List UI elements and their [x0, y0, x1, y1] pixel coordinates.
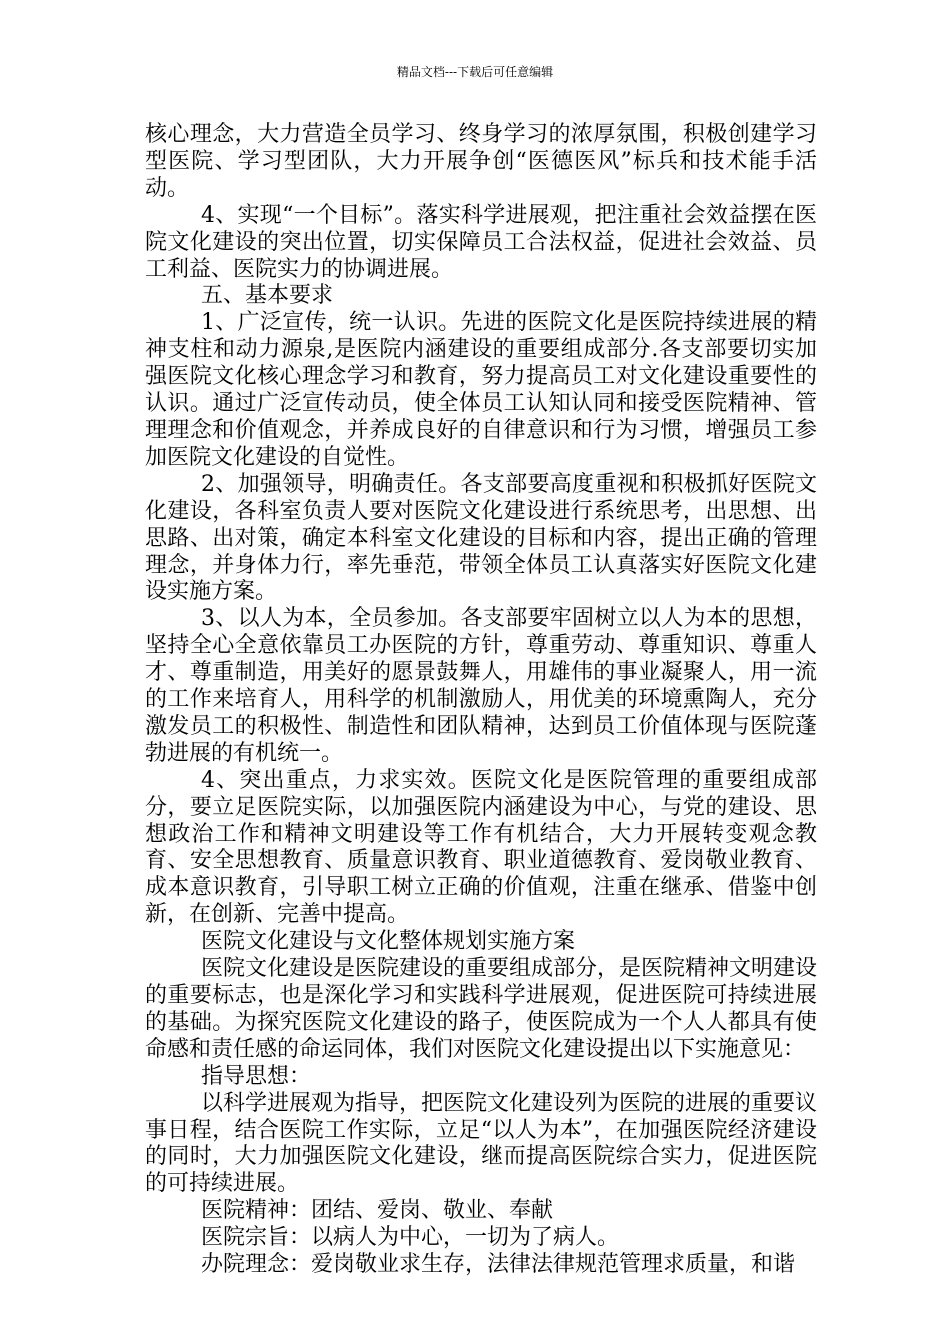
paragraph-2: 4、实现“一个目标”。落实科学进展观，把注重社会效益摆在医院文化建设的突出位置，切实保障员工合法权益，促进社会效益、员工利益、医院实力的协调进展。 — [145, 202, 817, 282]
section-heading-plan-title: 医院文化建设与文化整体规划实施方案 — [201, 929, 576, 955]
paragraph-4: 1、广泛宣传，统一认识。先进的医院文化是医院持续进展的精神支柱和动力源泉,是医院内涵建设的重要组成部分.各支部要切实加强医院文化核心理念学习和教育，努力提高员工对文化建设重要性的认识。通过广泛宣传动员，使全体员工认知认同和接受医院精神、管理理念和价值观念，并养成良好的自律意识和行为习惯，增强员工参加医院文化建设的自觉性。 — [145, 310, 817, 470]
page-header: 精品文档---下载后可任意编辑 — [396, 65, 554, 79]
section-heading-guiding-ideology: 指导思想： — [201, 1063, 312, 1089]
paragraph-1: 核心理念，大力营造全员学习、终身学习的浓厚氛围，积极创建学习型医院、学习型团队，大力开展争创“医德医风”标兵和技术能手活动。 — [145, 122, 817, 201]
document-body — [145, 122, 817, 1279]
paragraph-5: 2、加强领导，明确责任。各支部要高度重视和积极抓好医院文化建设，各科室负责人要对医院文化建设进行系统思考，出思想、出思路、出对策，确定本科室文化建设的目标和内容，提出正确的管理理念，并身体力行，率先垂范，带领全体员工认真落实好医院文化建设实施方案。 — [145, 471, 817, 605]
hospital-spirit-line: 医院精神：团结、爱岗、敬业、奉献 — [201, 1198, 554, 1224]
section-heading-basic-requirements: 五、基本要求 — [201, 283, 334, 309]
hospital-philosophy-line: 办院理念：爱岗敬业求生存，法律法律规范管理求质量，和谐 — [201, 1252, 796, 1278]
paragraph-9: 医院文化建设是医院建设的重要组成部分，是医院精神文明建设的重要标志，也是深化学习和实践科学进展观，促进医院可持续进展的基础。为探究医院文化建设的路子，使医院成为一个人人都具有使命感和责任感的命运同体，我们对医院文化建设提出以下实施意见： — [145, 956, 818, 1062]
hospital-purpose-line: 医院宗旨：以病人为中心，一切为了病人。 — [201, 1225, 620, 1251]
paragraph-7: 4、突出重点，力求实效。医院文化是医院管理的重要组成部分，要立足医院实际，以加强医院内涵建设为中心，与党的建设、思想政治工作和精神文明建设等工作有机结合，大力开展转变观念教育、安全思想教育、质量意识教育、职业道德教育、爱岗敬业教育、成本意识教育，引导职工树立正确的价值观，注重在继承、借鉴中创新，在创新、完善中提高。 — [145, 767, 817, 928]
paragraph-11: 以科学进展观为指导，把医院文化建设列为医院的进展的重要议事日程，结合医院工作实际，立足“以人为本”，在加强医院经济建设的同时，大力加强医院文化建设，继而提高医院综合实力，促进医院的可持续进展。 — [145, 1090, 818, 1197]
paragraph-6: 3、以人为本，全员参加。各支部要牢固树立以人为本的思想，坚持全心全意依靠员工办医院的方针，尊重劳动、尊重知识、尊重人才、尊重制造，用美好的愿景鼓舞人，用雄伟的事业凝聚人，用一流的工作来培育人，用科学的机制激励人，用优美的环境熏陶人，充分激发员工的积极性、制造性和团队精神，达到员工价值体现与医院蓬勃进展的有机统一。 — [145, 606, 817, 766]
